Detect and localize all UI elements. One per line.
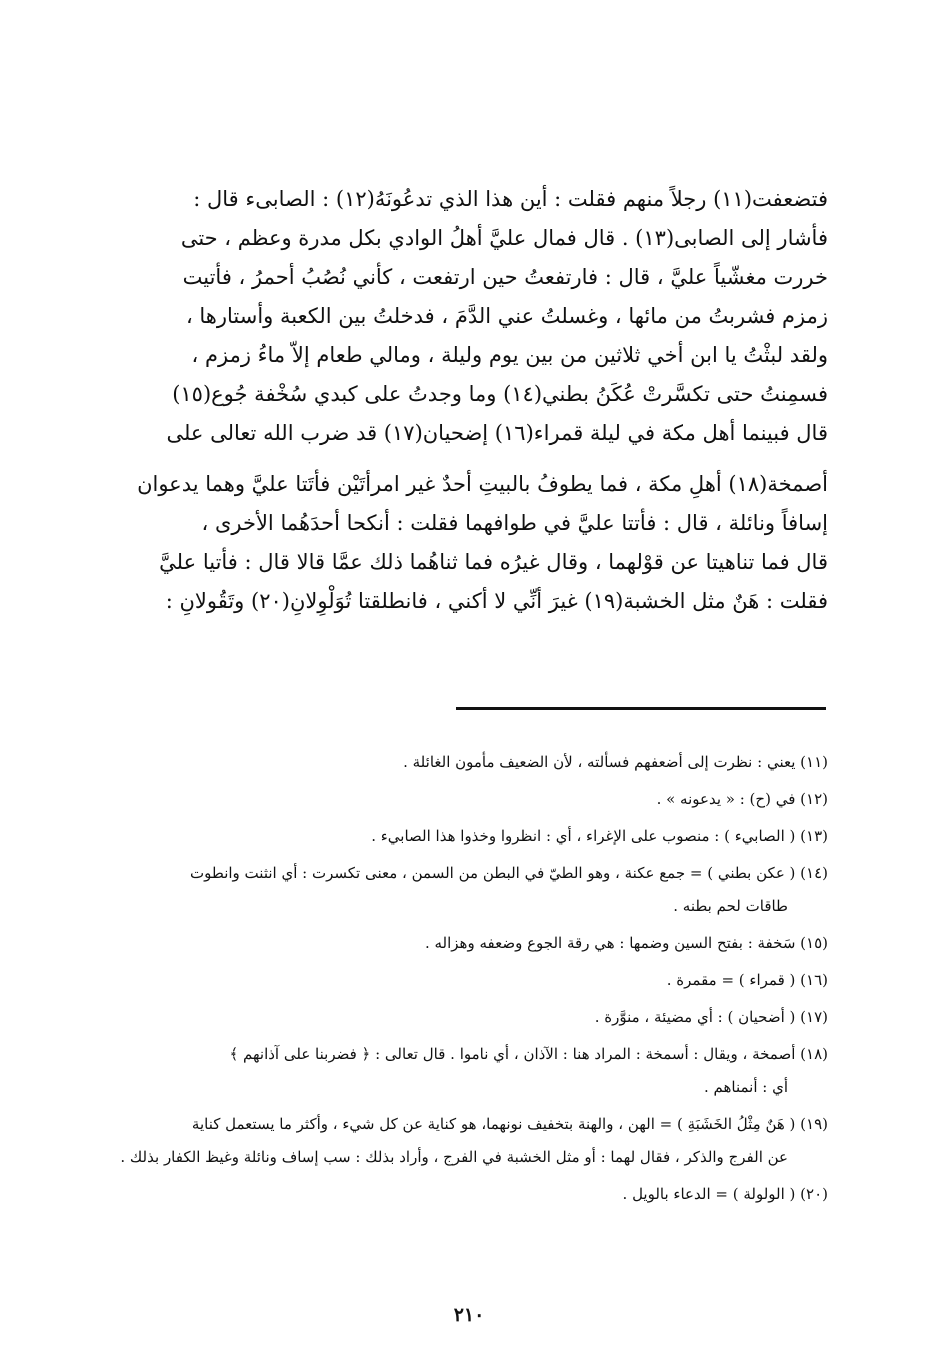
- text-line: أصمخة(١٨) أهلِ مكة ، فما يطوفُ بالبيتِ أحدٌ غير امرأتَيْن فأتَتا عليَّ وهما يدعوان: [137, 472, 828, 496]
- footnote-separator: [456, 707, 826, 710]
- footnote: [96, 927, 828, 960]
- text-line: قال فما تناهيتا عن قوْلهما ، وقال غيرُه فما ثناهُما ذلك عمَّا قالا قال : فأتيا عليَّ: [159, 550, 828, 574]
- footnote-continuation: عن الفرج والذكر ، فقال لهما : أو مثل الخشبة في الفرج ، وأراد بذلك : سب إساف ونائلة وغيظ الكفار بذلك .: [120, 1148, 788, 1166]
- footnotes-block: [96, 746, 828, 1215]
- footnote: [96, 746, 828, 779]
- text-line: إسافاً ونائلة ، قال : فأتتا عليَّ في طوافهما فقلت : أنكحا أحدَهُما الأخرى ،: [201, 511, 828, 535]
- footnote-continuation: طاقات لحم بطنه .: [673, 897, 788, 915]
- footnote-text: (١٧) ( أضحيان ) : أي مضيئة ، منوَّرة .: [594, 1008, 828, 1026]
- text-line: خررت مغشّياً عليَّ ، قال : فارتفعتُ حين ارتفعت ، كأني نُصُبُ أحمرُ ، فأتيت: [182, 265, 828, 289]
- footnote: [96, 783, 828, 816]
- page-number: ٢١٠: [453, 1304, 485, 1326]
- text-line: فتضعفت(١١) رجلاً منهم فقلت : أين هذا الذي تدعُونَهُ(١٢) : الصابىء قال :: [193, 187, 828, 211]
- footnote-continuation: أي : أنمناهم .: [703, 1078, 788, 1096]
- footnote-text: (١٦) ( قمراء ) = مقمرة .: [666, 971, 828, 989]
- text-line: فقلت : هَنٌ مثل الخشبة(١٩) غيرَ أنِّي لا أكني ، فانطلقتا تُوَلْوِلانِ(٢٠) وتَقُولانِ :: [165, 589, 828, 613]
- footnote-text: (١١) يعني : نظرت إلى أضعفهم فسألته ، لأن الضعيف مأمون الغائلة .: [403, 753, 828, 771]
- text-line: قال فبينما أهل مكة في ليلة قمراء(١٦) إضحيان(١٧) قد ضرب الله تعالى على: [166, 421, 828, 445]
- text-line: فأشار إلى الصابى(١٣) . قال فمال عليَّ أهلُ الوادي بكل مدرة وعظم ، حتى: [180, 226, 828, 250]
- footnote-text: (١٣) ( الصابيء ) : منصوب على الإغراء ، أي : انظروا وخذوا هذا الصابيء .: [371, 827, 828, 845]
- footnote-text: (١٩) ( هَنٌ مِثْلُ الخَشَبَةِ ) = الهن ، والهنة بتخفيف نونهما، هو كناية عن كل شيء ، وأكثر ما يستعمل كناية: [191, 1115, 828, 1133]
- footnote: [96, 1108, 828, 1174]
- text-line: ولقد لبثْتُ يا ابن أخي ثلاثين من بين يوم وليلة ، ومالي طعام إلاّ ماءُ زمزم ،: [191, 343, 828, 367]
- footnote: [96, 964, 828, 997]
- footnote: [96, 1001, 828, 1034]
- footnote-text: (١٨) أصمخة ، ويقال : أسمخة : المراد هنا : الآذان ، أي ناموا . قال تعالى : ﴿ فضربنا على آذانهم ﴾: [229, 1045, 828, 1063]
- footnote: [96, 820, 828, 853]
- footnote: [96, 1178, 828, 1211]
- paragraph-gap: [96, 453, 828, 465]
- footnote-text: (٢٠) ( الولولة ) = الدعاء بالويل .: [622, 1185, 828, 1203]
- text-line: فسمِنتُ حتى تكسَّرتْ عُكَنُ بطني(١٤) وما وجدتُ على كبدي سُخْفة جُوع(١٥): [172, 382, 828, 406]
- footnote-text: (١٥) سَخفة : بفتح السين وضمها : هي رقة الجوع وضعفه وهزاله .: [424, 934, 828, 952]
- footnote-text: (١٤) ( عكن بطني ) = جمع عكنة ، وهو الطيّ في البطن من السمن ، معنى تكسرت : أي انثنت وانطوت: [190, 864, 828, 882]
- main-text-block: [96, 180, 828, 621]
- text-line: زمزم فشربتُ من مائها ، وغسلتُ عني الدَّمَ ، فدخلتُ بين الكعبة وأستارها ،: [185, 304, 828, 328]
- footnote: [96, 1038, 828, 1104]
- footnote: [96, 857, 828, 923]
- footnote-text: (١٢) في (ح) : « يدعونه » .: [656, 790, 828, 808]
